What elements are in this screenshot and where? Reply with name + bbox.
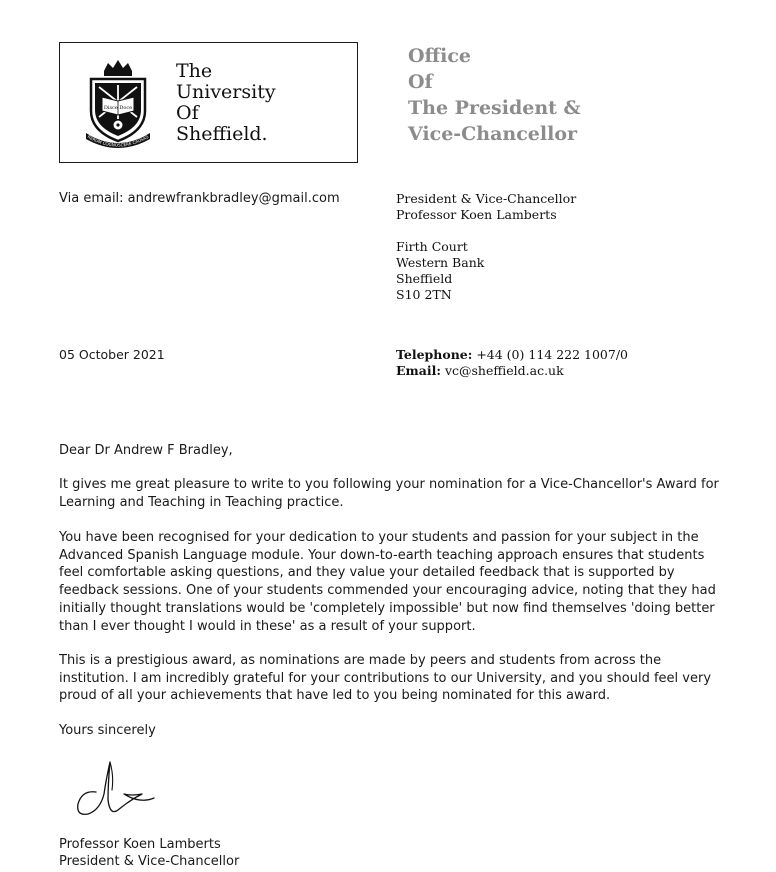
letter-date: 05 October 2021	[59, 347, 165, 362]
email-address[interactable]: vc@sheffield.ac.uk	[444, 363, 564, 378]
signer-name: Professor Koen Lamberts	[59, 837, 221, 852]
crest-book-motto: Disce Doce	[103, 105, 133, 111]
university-name-line: Of	[176, 102, 199, 124]
salutation: Dear Dr Andrew F Bradley,	[59, 443, 233, 458]
crest-banner-motto: RERUM COGNOSCERE CAUSAS	[86, 134, 150, 148]
telephone-label: Telephone:	[396, 347, 473, 362]
university-name-line: The	[176, 60, 213, 82]
office-heading	[408, 43, 581, 147]
address-line: S10 2TN	[396, 287, 452, 302]
address-line: Western Bank	[396, 255, 485, 270]
signature-icon	[70, 750, 170, 830]
address-line: Firth Court	[396, 239, 468, 254]
office-heading-line: Vice-Chancellor	[408, 123, 578, 145]
via-email-line: Via email: andrewfrankbradley@gmail.com	[59, 191, 340, 206]
telephone-row	[396, 347, 628, 363]
signer-block	[59, 836, 239, 870]
university-logo	[59, 42, 358, 163]
body-paragraph-1: It gives me great pleasure to write to you following your nomination for a Vice-Chancellor's Award for Learning and Teaching in Teaching practice.	[59, 477, 719, 510]
sender-title: President & Vice-Chancellor	[396, 191, 577, 206]
email-row	[396, 363, 628, 379]
signer-title: President & Vice-Chancellor	[59, 854, 240, 869]
body-paragraph-3: This is a prestigious award, as nominations are made by peers and students from across the institution. I am incredibly grateful for your contributions to our University, and you should feel very proud of all your achievements that have led to you being nominated for this award.	[59, 653, 712, 704]
email-label: Email:	[396, 363, 441, 378]
address-line: Sheffield	[396, 271, 453, 286]
university-name-line: Sheffield.	[176, 123, 268, 145]
body-paragraph-2: You have been recognised for your dedication to your students and passion for your subject in the Advanced Spanish Language module. Your down-to-earth teaching approach ensures that students feel comfortable asking questions, and they value your detailed feedback that is supported by feedback sessions. One of your students commended your encouraging advice, noting that they had initially thought translations would be 'completely impossible' but now find themselves 'doing better than I ever thought I would in these' as a result of your support.	[59, 530, 716, 634]
office-heading-line: Office	[408, 45, 472, 67]
university-name	[176, 61, 276, 145]
sender-title-block	[396, 191, 576, 223]
university-crest-icon	[82, 57, 154, 149]
university-name-line: University	[176, 81, 276, 103]
sender-name: Professor Koen Lamberts	[396, 207, 557, 222]
office-heading-line: The President &	[408, 97, 581, 119]
closing: Yours sincerely	[59, 723, 156, 738]
telephone-number: +44 (0) 114 222 1007/0	[476, 347, 629, 362]
sender-address	[396, 239, 484, 303]
sender-contact	[396, 347, 628, 379]
office-heading-line: Of	[408, 71, 433, 93]
